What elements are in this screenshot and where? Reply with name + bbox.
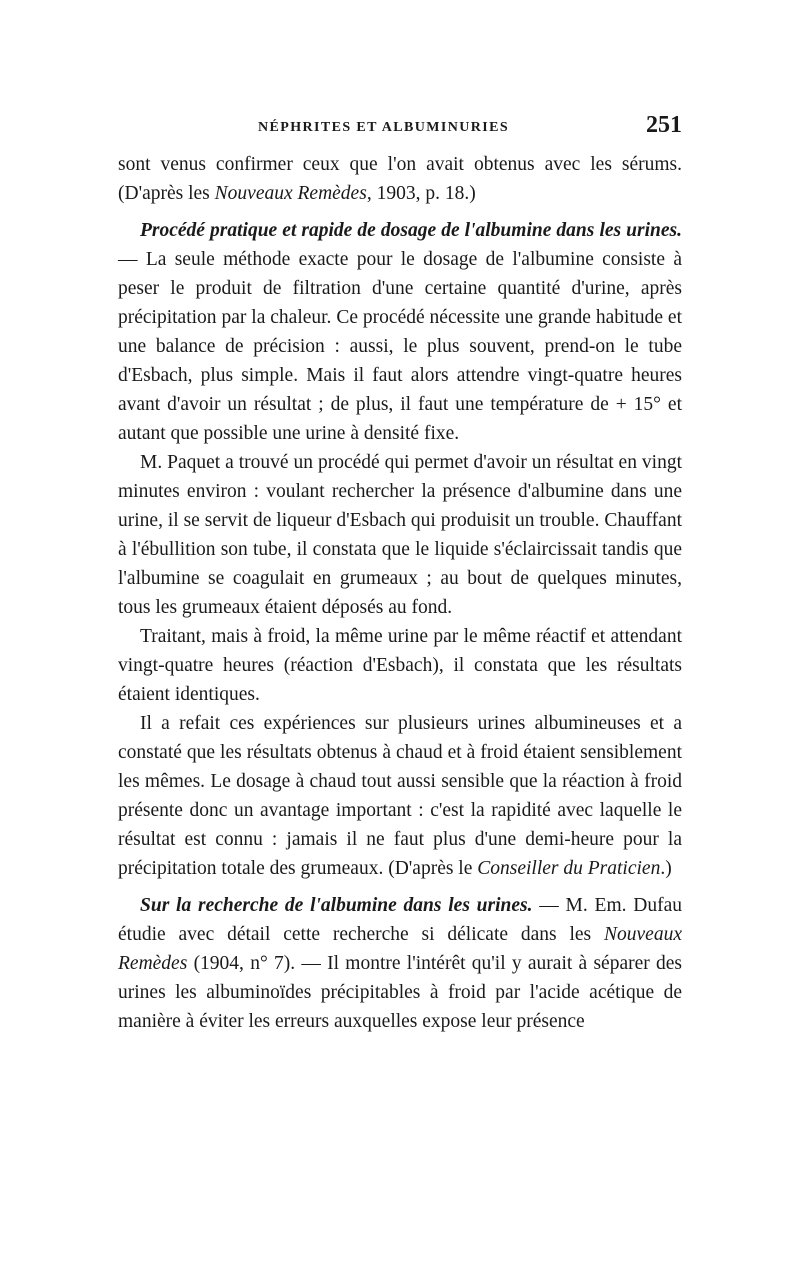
paragraph-experiences	[118, 709, 682, 883]
section-title: Sur la recherche de l'albumine dans les urines.	[140, 895, 533, 916]
section-dosage-albumine	[118, 216, 682, 448]
paragraph-text: Il a refait ces expériences sur plusieurs urines albumineuses et a constaté que les résultats obtenus à chaud et à froid étaient sensiblement les mêmes. Le dosage à chaud tout aussi sensible que la réaction à froid présente donc un avantage important : c'est la rapidité avec laquelle le résultat est connu : jamais il ne faut plus d'une demi-heure pour la précipitation totale des grumeaux. (D'après le	[118, 713, 682, 879]
paragraph-text: Traitant, mais à froid, la même urine par le même réactif et attendant vingt-quatre heures (réaction d'Esbach), il constata que les résultats étaient identiques.	[118, 626, 682, 705]
paragraph-paquet	[118, 448, 682, 622]
page-header	[118, 112, 682, 142]
paragraph-continuation	[118, 150, 682, 208]
paragraph-text: M. Paquet a trouvé un procédé qui permet d'avoir un résultat en vingt minutes environ : voulant rechercher la présence d'albumine dans une urine, il se servit de liqueur d'Esbach qui produisit un trouble. Chauffant à l'ébullition son tube, il constata que le liquide s'éclaircissait tandis que l'albumine se coagulait en grumeaux ; au bout de quelques minutes, tous les grumeaux étaient déposés au fond.	[118, 452, 682, 618]
source-title: Nouveaux Remèdes	[118, 924, 682, 974]
paragraph-text: .)	[660, 858, 672, 879]
source-title: Conseiller du Praticien	[477, 858, 661, 879]
page-number: 251	[646, 112, 682, 138]
section-title: Procédé pratique et rapide de dosage de l'albumine dans les urines.	[140, 220, 682, 241]
source-title: Nouveaux Remèdes	[214, 183, 367, 204]
paragraph-text: sont venus confirmer ceux que l'on avait obtenus avec les sérums. (D'après les	[118, 154, 682, 204]
paragraph-traitant	[118, 622, 682, 709]
paragraph-text: — M. Em. Dufau étudie avec détail cette recherche si délicate dans les	[118, 895, 682, 945]
body-text	[118, 150, 682, 1036]
paragraph-text: , 1903, p. 18.)	[366, 183, 476, 204]
running-head: NÉPHRITES ET ALBUMINURIES	[258, 120, 510, 135]
paragraph-text: (1904, n° 7). — Il montre l'intérêt qu'il y aurait à séparer des urines les albuminoïdes précipitables à froid par l'acide acétique de manière à éviter les erreurs auxquelles expose leur présence	[118, 953, 682, 1032]
paragraph-text: — La seule méthode exacte pour le dosage de l'albumine consiste à peser le produit de filtration d'une certaine quantité d'urine, après précipitation par la chaleur. Ce procédé nécessite une grande habitude et une balance de précision : aussi, le plus souvent, prend-on le tube d'Esbach, plus simple. Mais il faut alors attendre vingt-quatre heures avant d'avoir un résultat ; de plus, il faut une température de + 15° et autant que possible une urine à densité fixe.	[118, 249, 682, 444]
section-recherche-albumine	[118, 891, 682, 1036]
